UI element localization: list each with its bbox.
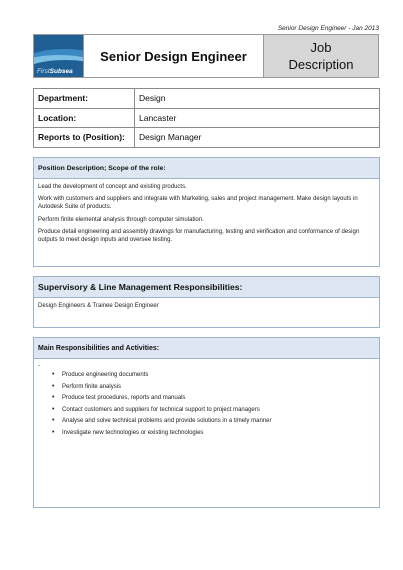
table-row: [34, 108, 380, 128]
company-logo: [34, 35, 84, 77]
reports-to-label: Reports to (Position):: [34, 128, 135, 148]
section-heading: Main Responsibilities and Activities:: [34, 338, 379, 359]
job-description-line: Description: [288, 57, 354, 72]
job-description-line: Job: [310, 40, 332, 55]
bullet-icon: •: [52, 382, 55, 390]
bullet-icon: •: [52, 371, 55, 378]
paragraph: Design Engineers & Trainee Design Engineer: [38, 303, 159, 309]
dash-marker: -: [38, 363, 40, 369]
section-content: [34, 179, 379, 244]
list-item: • Contact customers and suppliers for technical support to project managers: [52, 405, 260, 413]
paragraph: Lead the development of concept and existing products.: [38, 184, 187, 190]
location-value: Lancaster: [135, 108, 380, 128]
section-content: [34, 359, 379, 437]
list-item: • Investigate new technologies or existing technologies: [52, 428, 204, 436]
supervisory-section: [33, 276, 380, 328]
bullet-icon: •: [52, 405, 55, 413]
list-item: • Perform finite analysis: [52, 382, 122, 390]
paragraph: Work with customers and suppliers and integrate with Marketing, sales and project management. Make design layouts in Autodesk Suite of products.: [38, 196, 358, 211]
document-reference-note: Senior Design Engineer - Jan 2013: [277, 25, 379, 32]
section-heading: Supervisory & Line Management Responsibilities:: [34, 277, 379, 298]
paragraph: Produce detail engineering and assembly drawings for manufacturing, testing and verification and conformance of design outputs to meet design inputs and oversee testing.: [38, 228, 360, 244]
location-label: Location:: [34, 108, 135, 128]
list-item: • Produce test procedures, reports and manuals: [52, 394, 186, 401]
section-heading: Position Description; Scope of the role:: [34, 158, 379, 179]
paragraph: Perform finite elemental analysis through computer simulation.: [38, 216, 204, 223]
department-label: Department:: [34, 89, 135, 109]
document-header: [33, 34, 379, 78]
bullet-icon: •: [52, 394, 55, 401]
position-description-section: [33, 157, 380, 267]
bullet-icon: •: [52, 428, 55, 436]
bullet-icon: •: [52, 417, 55, 424]
section-content: [34, 298, 379, 310]
document-title: Senior Design Engineer: [84, 35, 264, 77]
role-info-table: [33, 88, 380, 148]
logo-text: FirstSubsea: [37, 68, 73, 75]
department-value: Design: [135, 89, 380, 109]
table-row: [34, 128, 380, 148]
list-item: • Analyse and solve technical problems and provide solutions in a timely manner: [52, 417, 272, 424]
main-responsibilities-section: [33, 337, 380, 508]
table-row: [34, 89, 380, 109]
responsibilities-list: [34, 371, 379, 437]
reports-to-value: Design Manager: [135, 128, 380, 148]
list-item: • Produce engineering documents: [52, 371, 149, 378]
job-description-label: [264, 35, 378, 77]
